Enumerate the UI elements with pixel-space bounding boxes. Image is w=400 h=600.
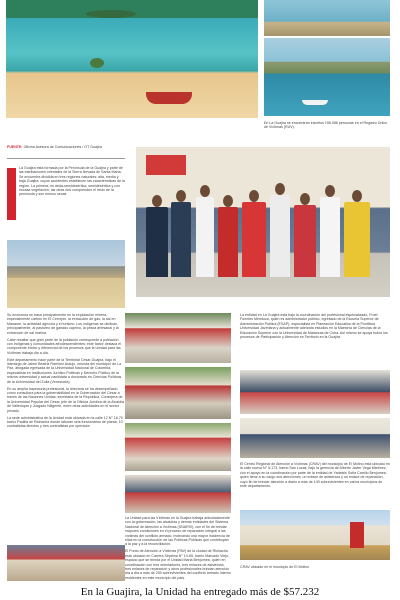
crav-caption: CRAV ubicado en el municipio de El Molino [240, 565, 310, 569]
meeting-photo-2 [125, 367, 231, 419]
crav-building-photo [240, 510, 390, 560]
middle-paragraph: El Punto de Atención a Víctimas (PAV) de la ciudad de Riohacha está ubicado en Carrera Séptima N° 14-65, barrio Marcado Viejo, espacio que se brinda por el Unidad Maria Benjumea, quien en coordinación con tres orientadores, tres enlaces de asistencia, tres enlaces de reparación y otros profesionales brindan atención día a día a más de 250 sobrevivientes del conflicto armado interno residentes en este municipio del país. [125, 549, 231, 580]
guajira-caption: En La Guajira se encuentran inscritos 156.086 personas en el Registro Único de Víctimas (RUV). [264, 121, 388, 130]
left-column [7, 313, 125, 431]
source-line [7, 145, 125, 149]
left-paragraph: Su economía se basa principalmente en la explotación minera, especialmente carbón en El Cerrejón, la extracción de gas, la sal en Manaure, la actividad agrícola y el turismo. Los indígenas se dedican, principalmente, al pastoreo de ganado caprino, la pesca artesanal y la extracción de sal marina. [7, 313, 119, 335]
middle-column [125, 516, 231, 583]
meeting-photo-3 [125, 423, 231, 471]
left-paragraph: Cabe resaltar que gran parte de la población corresponde a población con indígenas y comunidades afrodescendientes; este factor destaca el componente étnico y diferencial de los procesos que la Unidad para las Víctimas trabaja día a día. [7, 337, 122, 355]
source-label: FUENTE: [7, 145, 23, 149]
coast-photo-top [264, 0, 390, 36]
middle-paragraph: La Unidad para las Víctimas en la Guajira trabaja articuladamente con la gobernación, las alcaldías y demás entidades del Sistema Nacional de Atención a Víctimas (SNARIV), con el fin de brindar mayores condiciones en el proceso de reparación integral a las víctimas del conflicto armado, motivando una mayor incidencia de ellas en la construcción de las Políticas Públicas que contribuyan a la paz y a la reconciliación. [125, 516, 230, 547]
office-photo-right-2 [240, 418, 390, 458]
landscape-photo [7, 240, 125, 308]
left-paragraph: La sede administrativa de la Unidad está ubicada en la calle 12 N° 16-70 barrio Padilla de Riohacha donde laboran seis funcionarios de planta, 10 contratistas directos y tres contratistas por operador. [7, 415, 123, 429]
right-column-bottom: El Centro Regional de Atención a Víctimas (CRAV) del municipio de El Molino está ubicado en la calle nueva N° 5-173, barrio San Lucas, bajo la gerencia de Alberto Javier Vega Martínez, con el apoyo en la coordinación por parte de la entidad de Yadelsis Sofía Carrillo Benjumea, quien tiene a su cargo dos atenciones, un enlace de asistencia y un enlace de reparación, cuyo fin de brindar atención a diario a más de 140 sobrevivientes en varios municipios de este departamento. [240, 462, 390, 489]
beach-photo [6, 0, 258, 118]
office-photo-right-1 [240, 370, 390, 414]
left-paragraph: En su amplia trayectoria profesional, la directora se ha desempeñado como consultora para la gobernabilidad en la Gobernación del Cesar a través de las Naciones Unidas; secretaria de la República, Consejera de la Universidad Popular del Cesar, jefe de la Oficina Jurídica de la Alcaldía de Valledupar y Juzgado Niligente, entre otras actividades en el sector privado. [7, 386, 125, 413]
meeting-photo-1 [125, 313, 231, 363]
right-column-top: La entidad en La Guajira está bajo la coordinación del profesional especializado, Fruel Fuentes Mendoza, quien es administrador público, egresado de la Escuela Superior de Administración Pública (ESAP), especialista en Planeación Educativa de la Pontificia Universidad Javeriana y actualmente adelanta estudios en la Maestría de Ciencias de la Educación Superior con la Universidad de Matanzas de Cuba. Así mismo se apoya todos los procesos de Participación y Atención en Territorio en la Guajira. [240, 313, 388, 340]
left-paragraph: Este departamento hace parte de la Territorial Cesar-Guajira, bajo el liderazgo de Jaime Beatriz Ramírez Araujo, oriunda del municipio de La Paz, abogada egresada de la Universidad Nacional de Colombia, especialista en Instituciones Jurídico Políticas y Derecho Público de la misma universidad y actual candidata a doctorado en Ciencias Políticas de la Universidad del Zulia (Venezuela). [7, 357, 122, 384]
coast-photo-bottom [264, 38, 390, 116]
drop-cap [7, 168, 16, 220]
source-rule [7, 158, 125, 159]
source-text: Oficina Asesora de Comunicaciones / OT Guajira [23, 145, 102, 149]
intro-paragraph: La Guajira está formada por la Península de la Guajira y parte de las estribaciones orientales de la Sierra Nevada de Santa Marta. Se encuentra dividida en tres regiones naturales: alta, media y baja Guajira, cuyos accidentes establecen las características de la región. La primera, es árida-semidesértica, semidesértica y con escasa vegetación; las otras dos comprenden el resto de la península y son menos secas. [19, 166, 125, 197]
meeting-photo-4 [125, 475, 231, 513]
group-photo [136, 147, 390, 297]
headline: En la Guajira, la Unidad ha entregado más de $57.232 [80, 586, 320, 598]
office-photo-left [7, 545, 125, 581]
